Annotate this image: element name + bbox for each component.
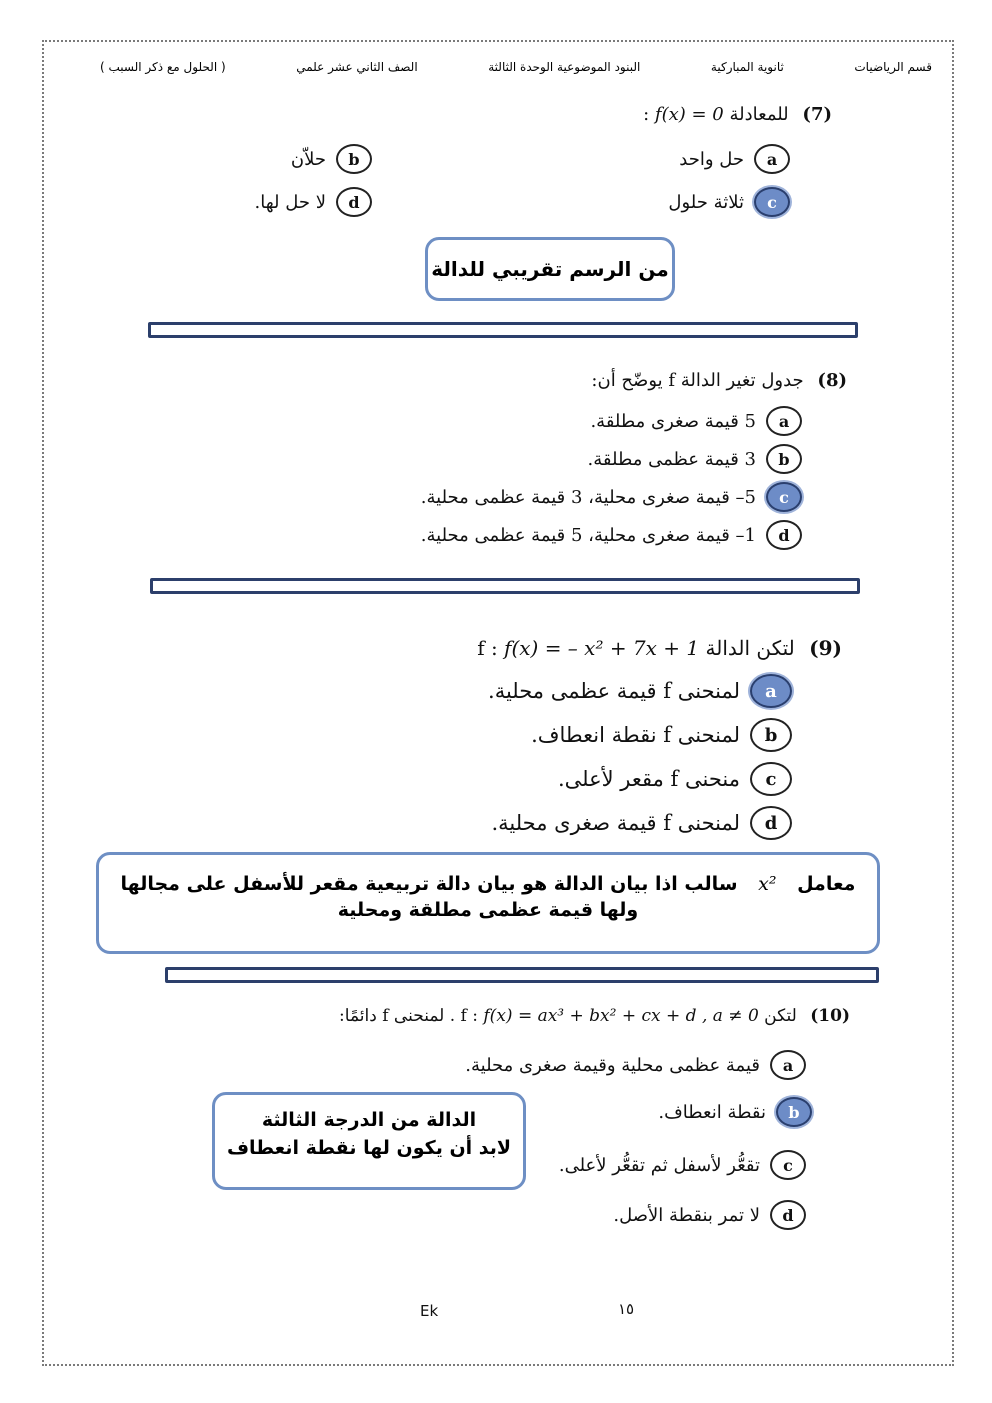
option-text: قيمة عظمى محلية وقيمة صغرى محلية. — [465, 1054, 760, 1076]
q9-note-text: سالب اذا بيان الدالة هو بيان دالة تربيعية مقعر للأسفل على مجالها — [120, 873, 738, 895]
q10-option-a[interactable] — [465, 1050, 806, 1080]
q7-colon: : — [643, 104, 650, 125]
option-letter-a: a — [766, 406, 802, 436]
q10-text-a: لتكن f : — [460, 1006, 797, 1026]
q8-stem — [591, 370, 847, 391]
option-text: ثلاثة حلول — [668, 191, 744, 213]
q9-note-coef: معامل — [797, 873, 856, 895]
page-header — [100, 60, 932, 82]
option-text: 5 قيمة صغرى مطلقة. — [590, 410, 756, 432]
q7-text: للمعادلة — [729, 104, 789, 125]
q7-option-d[interactable] — [255, 187, 372, 217]
option-text: لا تمر بنقطة الأصل. — [613, 1204, 760, 1226]
separator-bar — [150, 578, 860, 594]
option-text: حل واحد — [679, 148, 744, 170]
q9-option-c[interactable] — [558, 762, 792, 796]
q10-equation: f(x) = ax³ + bx² + cx + d , a ≠ 0 — [483, 1006, 759, 1026]
q9-note-line2: ولها قيمة عظمى مطلقة ومحلية — [337, 899, 639, 921]
q8-number: (8) — [817, 370, 847, 391]
q8-option-c[interactable] — [421, 482, 802, 512]
q7-explanation-box — [425, 237, 675, 301]
option-text: تقعُّر لأسفل ثم تقعُّر لأعلى. — [558, 1154, 760, 1176]
option-letter-b: b — [750, 718, 792, 752]
q7-option-b[interactable] — [291, 144, 372, 174]
q8-option-b[interactable] — [588, 444, 802, 474]
option-letter-a: a — [770, 1050, 806, 1080]
header-unit: البنود الموضوعية الوحدة الثالثة — [488, 60, 641, 74]
option-text: 3 قيمة عظمى مطلقة. — [587, 448, 756, 470]
option-letter-d: d — [770, 1200, 806, 1230]
q10-option-b[interactable] — [658, 1097, 812, 1127]
option-text: لمنحنى f قيمة صغرى محلية. — [491, 811, 740, 835]
option-text: لا حل لها. — [254, 191, 326, 213]
q9-number: (9) — [809, 636, 842, 660]
separator-bar — [165, 967, 879, 983]
q7-note: من الرسم تقريبي للدالة — [431, 257, 669, 281]
option-letter-a-answer: a — [750, 674, 792, 708]
option-letter-b: b — [766, 444, 802, 474]
q10-text-b: . لمنحنى f دائمًا: — [339, 1006, 456, 1026]
option-letter-d: d — [336, 187, 372, 217]
q9-option-d[interactable] — [491, 806, 792, 840]
q9-stem — [477, 636, 842, 660]
q7-stem — [643, 104, 832, 125]
option-letter-b: b — [336, 144, 372, 174]
option-letter-b-answer: b — [776, 1097, 812, 1127]
q9-option-a[interactable] — [488, 674, 792, 708]
q10-note-line2: لابد أن يكون لها نقطة انعطاف — [226, 1137, 512, 1159]
q10-option-d[interactable] — [613, 1200, 806, 1230]
option-letter-c: c — [770, 1150, 806, 1180]
option-text: نقطة انعطاف. — [658, 1101, 766, 1123]
q8-text: جدول تغير الدالة f يوضّح أن: — [591, 370, 804, 391]
option-text: حلاّن — [290, 148, 326, 170]
q10-stem — [339, 1006, 850, 1026]
option-letter-c: c — [750, 762, 792, 796]
header-department: قسم الرياضيات — [854, 60, 932, 74]
q7-equation: f(x) = 0 — [654, 104, 724, 125]
option-letter-c-answer: c — [754, 187, 790, 217]
q7-number: (7) — [802, 104, 832, 125]
q9-note-line1 — [99, 873, 877, 895]
header-grade: الصف الثاني عشر علمي — [296, 60, 418, 74]
q9-explanation-box — [96, 852, 880, 954]
q10-option-c[interactable] — [559, 1150, 806, 1180]
footer-author: Ek — [420, 1302, 439, 1320]
q9-text: لتكن الدالة f : — [477, 636, 795, 660]
option-text: لمنحنى f نقطة انعطاف. — [531, 723, 740, 747]
header-school: ثانوية المباركية — [710, 60, 784, 74]
q7-option-a[interactable] — [679, 144, 790, 174]
option-letter-d: d — [750, 806, 792, 840]
option-letter-a: a — [754, 144, 790, 174]
q9-option-b[interactable] — [531, 718, 792, 752]
q9-note-x2: x² — [758, 873, 777, 895]
separator-bar — [148, 322, 858, 338]
q10-explanation-box — [212, 1092, 526, 1190]
q9-equation: f(x) = – x² + 7x + 1 — [504, 636, 700, 660]
option-text: لمنحنى f قيمة عظمى محلية. — [488, 679, 740, 703]
option-text: منحنى f مقعر لأعلى. — [557, 767, 740, 791]
option-letter-d: d — [766, 520, 802, 550]
q7-option-c[interactable] — [668, 187, 790, 217]
footer-page-number: ١٥ — [618, 1300, 635, 1318]
header-note: ( الحلول مع ذكر السبب ) — [100, 60, 226, 74]
q10-number: (10) — [810, 1006, 850, 1026]
option-text: 5– قيمة صغرى محلية، 3 قيمة عظمى محلية. — [420, 486, 756, 508]
option-text: 1– قيمة صغرى محلية، 5 قيمة عظمى محلية. — [420, 524, 756, 546]
q8-option-d[interactable] — [421, 520, 802, 550]
q8-option-a[interactable] — [590, 406, 802, 436]
q10-note-line1: الدالة من الدرجة الثالثة — [261, 1109, 477, 1131]
option-letter-c-answer: c — [766, 482, 802, 512]
